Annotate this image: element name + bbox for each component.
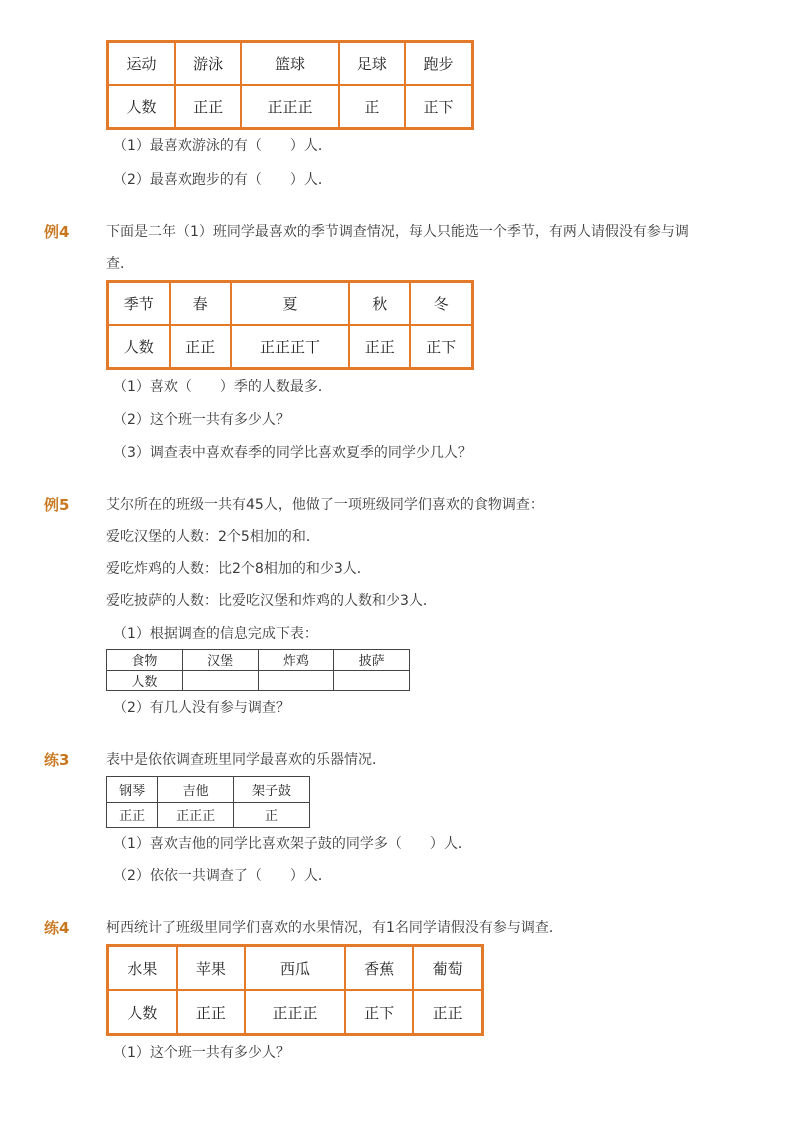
table-cell: 正正	[175, 85, 241, 129]
question-2: （2）这个班一共有多少人？	[113, 412, 290, 428]
table-cell: 篮球	[241, 42, 338, 86]
table-cell: 水果	[108, 946, 177, 991]
practice-3-label: 练3	[44, 751, 70, 769]
table-cell: 正正正	[158, 802, 234, 828]
table-cell: 春	[170, 282, 231, 326]
table-cell: 香蕉	[345, 946, 413, 991]
table-cell: 跑步	[405, 42, 472, 86]
practice-4-label: 练4	[44, 919, 70, 937]
table-row	[107, 650, 410, 671]
table-cell: 季节	[108, 282, 170, 326]
table-row	[107, 777, 310, 803]
table-cell: 人数	[108, 85, 175, 129]
example-5-line-3: 爱吃炸鸡的人数：比2个8相加的和少3人．	[106, 561, 371, 577]
table-row	[107, 670, 410, 691]
example-4-text: 下面是二年（1）班同学最喜欢的季节调查情况，每人只能选一个季节，有两人请假没有参与调	[106, 224, 689, 240]
table-cell: 炸鸡	[258, 650, 334, 671]
table-cell	[182, 670, 258, 691]
table-cell: 正正正	[241, 85, 338, 129]
example-5-line-4: 爱吃披萨的人数：比爱吃汉堡和炸鸡的人数和少3人．	[106, 593, 437, 609]
example-4-label: 例4	[44, 223, 70, 241]
table-cell: 汉堡	[182, 650, 258, 671]
table-cell: 钢琴	[107, 777, 158, 803]
table-cell: 正正正	[245, 990, 345, 1035]
table-cell: 披萨	[334, 650, 410, 671]
question-2: （2）最喜欢跑步的有（ ）人．	[113, 172, 332, 188]
table-row	[107, 802, 310, 828]
table-cell	[334, 670, 410, 691]
table-cell: 正正	[107, 802, 158, 828]
question-3: （3）调查表中喜欢春季的同学比喜欢夏季的同学少几人？	[113, 445, 472, 461]
table-cell: 食物	[107, 650, 183, 671]
table-cell: 正	[234, 802, 310, 828]
table-cell: 架子鼓	[234, 777, 310, 803]
fruit-tally-table	[106, 944, 484, 1036]
question-2: （2）依依一共调查了（ ）人．	[113, 868, 332, 884]
table-cell: 正正	[170, 325, 231, 369]
example-5-text: 艾尔所在的班级一共有45人，他做了一项班级同学们喜欢的食物调查：	[106, 497, 544, 513]
table-row	[108, 85, 473, 129]
table-cell: 吉他	[158, 777, 234, 803]
table-cell: 正下	[410, 325, 472, 369]
table-row	[108, 42, 473, 86]
instrument-table	[106, 776, 310, 828]
table-row	[108, 325, 473, 369]
table-row	[108, 946, 483, 991]
table-cell: 人数	[107, 670, 183, 691]
table-cell: 秋	[349, 282, 410, 326]
question-2: （2）有几人没有参与调查？	[113, 700, 290, 716]
question-1: （1）喜欢吉他的同学比喜欢架子鼓的同学多（ ）人．	[113, 836, 472, 852]
table-cell: 正	[339, 85, 405, 129]
practice-3-text: 表中是依依调查班里同学最喜欢的乐器情况．	[106, 752, 386, 768]
table-row	[108, 990, 483, 1035]
sports-tally-table	[106, 40, 474, 130]
question-1: （1）这个班一共有多少人？	[113, 1045, 290, 1061]
table-cell: 苹果	[177, 946, 245, 991]
table-cell: 人数	[108, 325, 170, 369]
table-cell: 运动	[108, 42, 175, 86]
table-cell: 正正	[349, 325, 410, 369]
table-cell: 夏	[231, 282, 349, 326]
table-cell: 葡萄	[413, 946, 482, 991]
food-table	[106, 649, 410, 691]
season-tally-table	[106, 280, 474, 370]
example-4-text-cont: 查．	[106, 256, 134, 272]
table-cell: 西瓜	[245, 946, 345, 991]
example-5-label: 例5	[44, 496, 70, 514]
question-1: （1）根据调查的信息完成下表：	[113, 626, 318, 642]
question-1: （1）喜欢（ ）季的人数最多．	[113, 379, 332, 395]
table-cell	[258, 670, 334, 691]
table-cell: 正正	[177, 990, 245, 1035]
table-cell: 正正正丅	[231, 325, 349, 369]
example-5-line-2: 爱吃汉堡的人数：2个5相加的和．	[106, 529, 320, 545]
table-cell: 游泳	[175, 42, 241, 86]
question-1: （1）最喜欢游泳的有（ ）人．	[113, 138, 332, 154]
table-row	[108, 282, 473, 326]
table-cell: 正下	[345, 990, 413, 1035]
table-cell: 足球	[339, 42, 405, 86]
table-cell: 正正	[413, 990, 482, 1035]
table-cell: 正下	[405, 85, 472, 129]
table-cell: 冬	[410, 282, 472, 326]
table-cell: 人数	[108, 990, 177, 1035]
practice-4-text: 柯西统计了班级里同学们喜欢的水果情况，有1名同学请假没有参与调查．	[106, 920, 563, 936]
